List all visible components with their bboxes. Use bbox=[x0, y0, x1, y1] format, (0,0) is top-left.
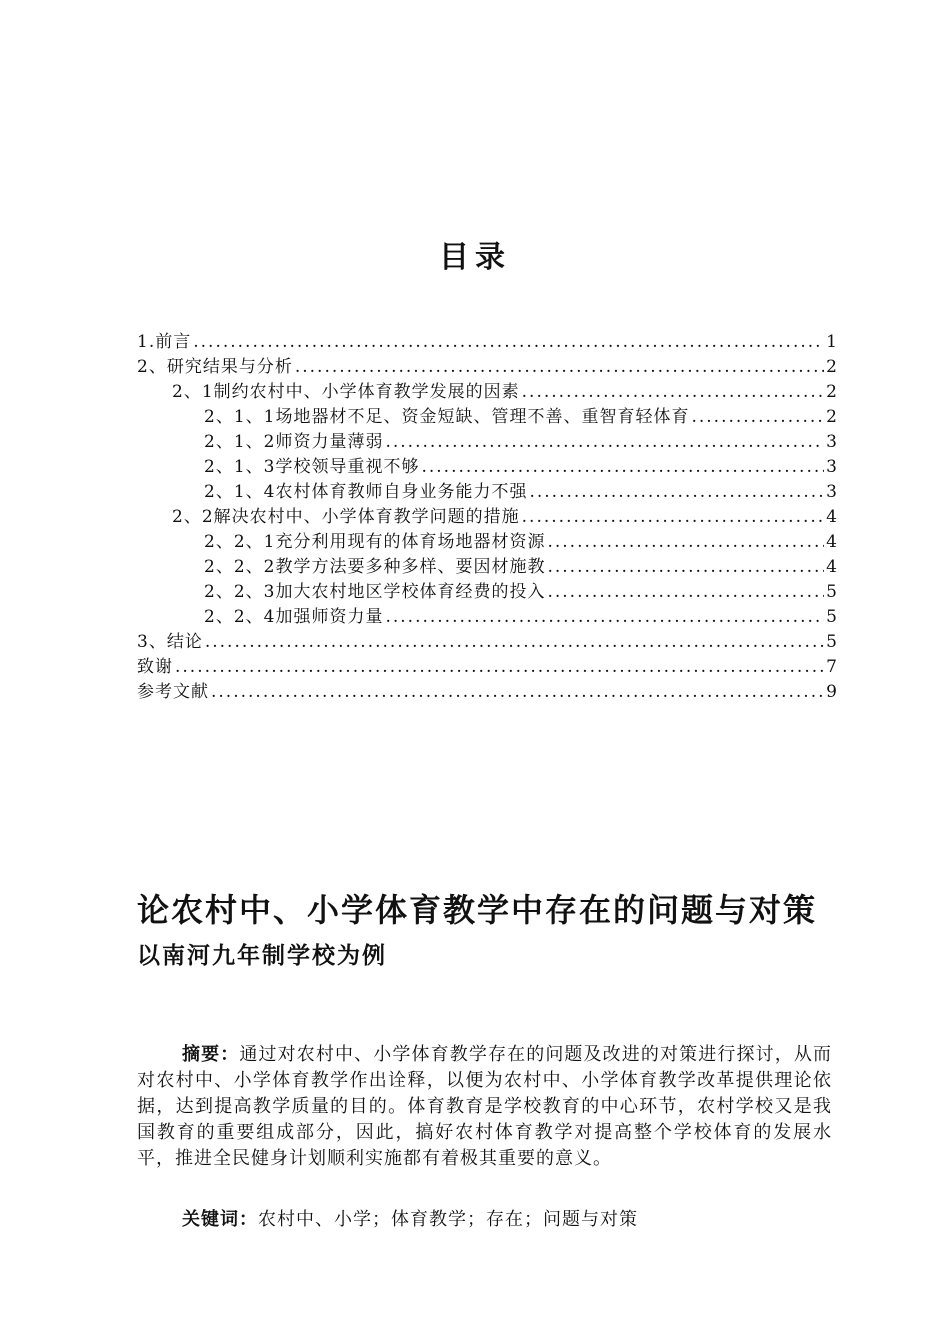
toc-entry-page: 4 bbox=[826, 507, 837, 527]
toc-entry-label: 2、2、4加强师资力量 bbox=[204, 607, 384, 627]
paper-title: 论农村中、小学体育教学中存在的问题与对策 bbox=[137, 891, 818, 929]
toc-entry[interactable] bbox=[137, 680, 837, 705]
toc-entry-label: 2、2、3加大农村地区学校体育经费的投入 bbox=[204, 582, 546, 602]
toc-entry[interactable] bbox=[137, 505, 837, 530]
toc-entry[interactable] bbox=[137, 405, 837, 430]
paper-subtitle: 以南河九年制学校为例 bbox=[137, 943, 387, 969]
toc-entry[interactable] bbox=[137, 355, 837, 380]
toc-entry-page: 4 bbox=[826, 532, 837, 552]
table-of-contents bbox=[137, 330, 837, 705]
toc-entry[interactable] bbox=[137, 555, 837, 580]
toc-dot-leader bbox=[385, 605, 824, 630]
toc-dot-leader bbox=[547, 580, 824, 605]
toc-entry-page: 1 bbox=[826, 332, 837, 352]
toc-entry-label: 参考文献 bbox=[137, 682, 209, 702]
toc-dot-leader bbox=[421, 455, 824, 480]
toc-entry-label: 2、2、1充分利用现有的体育场地器材资源 bbox=[204, 532, 546, 552]
toc-entry[interactable] bbox=[137, 455, 837, 480]
keywords-line bbox=[137, 1207, 832, 1233]
toc-entry-label: 2、研究结果与分析 bbox=[137, 357, 293, 377]
toc-entry-label: 2、2、2教学方法要多种多样、要因材施教 bbox=[204, 557, 546, 577]
toc-entry[interactable] bbox=[137, 655, 837, 680]
toc-entry-label: 2、2解决农村中、小学体育教学问题的措施 bbox=[172, 507, 520, 527]
toc-entry-label: 2、1、3学校领导重视不够 bbox=[204, 457, 420, 477]
toc-entry-page: 3 bbox=[826, 482, 837, 502]
abstract-label: 摘要： bbox=[182, 1044, 240, 1065]
toc-entry[interactable] bbox=[137, 380, 837, 405]
toc-entry-page: 3 bbox=[826, 457, 837, 477]
toc-heading: 目录 bbox=[439, 240, 511, 275]
toc-entry-label: 3、结论 bbox=[137, 632, 203, 652]
toc-entry[interactable] bbox=[137, 605, 837, 630]
toc-dot-leader bbox=[522, 380, 825, 405]
keywords-label: 关键词： bbox=[182, 1209, 258, 1230]
toc-dot-leader bbox=[547, 530, 824, 555]
abstract-paragraph bbox=[137, 1042, 832, 1172]
toc-entry-label: 2、1、4农村体育教师自身业务能力不强 bbox=[204, 482, 528, 502]
toc-entry-page: 7 bbox=[826, 657, 837, 677]
toc-dot-leader bbox=[522, 505, 825, 530]
toc-entry-page: 5 bbox=[826, 632, 837, 652]
toc-entry-page: 3 bbox=[826, 432, 837, 452]
toc-dot-leader bbox=[205, 630, 824, 655]
toc-dot-leader bbox=[211, 680, 824, 705]
abstract-text: 通过对农村中、小学体育教学存在的问题及改进的对策进行探讨，从而对农村中、小学体育教学作出诠释，以便为农村中、小学体育教学改革提供理论依据，达到提高教学质量的目的。体育教育是学校教育的中心环节，农村学校又是我国教育的重要组成部分，因此，搞好农村体育教学对提高整个学校体育的发展水平，推进全民健身计划顺利实施都有着极其重要的意义。 bbox=[137, 1044, 833, 1169]
toc-entry-label: 2、1、1场地器材不足、资金短缺、管理不善、重智育轻体育 bbox=[204, 407, 690, 427]
toc-dot-leader bbox=[385, 430, 824, 455]
toc-dot-leader bbox=[691, 405, 824, 430]
toc-entry-page: 4 bbox=[826, 557, 837, 577]
toc-entry-page: 2 bbox=[826, 407, 837, 427]
toc-entry[interactable] bbox=[137, 330, 837, 355]
toc-dot-leader bbox=[175, 655, 824, 680]
keywords-text: 农村中、小学；体育教学；存在；问题与对策 bbox=[258, 1209, 638, 1230]
toc-entry-label: 致谢 bbox=[137, 657, 173, 677]
toc-entry[interactable] bbox=[137, 530, 837, 555]
toc-entry-page: 5 bbox=[826, 607, 837, 627]
toc-entry[interactable] bbox=[137, 580, 837, 605]
toc-entry-page: 2 bbox=[826, 382, 837, 402]
toc-entry-page: 9 bbox=[826, 682, 837, 702]
toc-entry[interactable] bbox=[137, 630, 837, 655]
toc-entry-label: 1.前言 bbox=[137, 332, 192, 352]
toc-entry-label: 2、1、2师资力量薄弱 bbox=[204, 432, 384, 452]
toc-entry-page: 5 bbox=[826, 582, 837, 602]
toc-dot-leader bbox=[193, 330, 824, 355]
toc-dot-leader bbox=[295, 355, 824, 380]
toc-dot-leader bbox=[547, 555, 824, 580]
toc-entry-page: 2 bbox=[826, 357, 837, 377]
toc-entry[interactable] bbox=[137, 430, 837, 455]
toc-entry[interactable] bbox=[137, 480, 837, 505]
toc-dot-leader bbox=[529, 480, 824, 505]
toc-entry-label: 2、1制约农村中、小学体育教学发展的因素 bbox=[172, 382, 520, 402]
